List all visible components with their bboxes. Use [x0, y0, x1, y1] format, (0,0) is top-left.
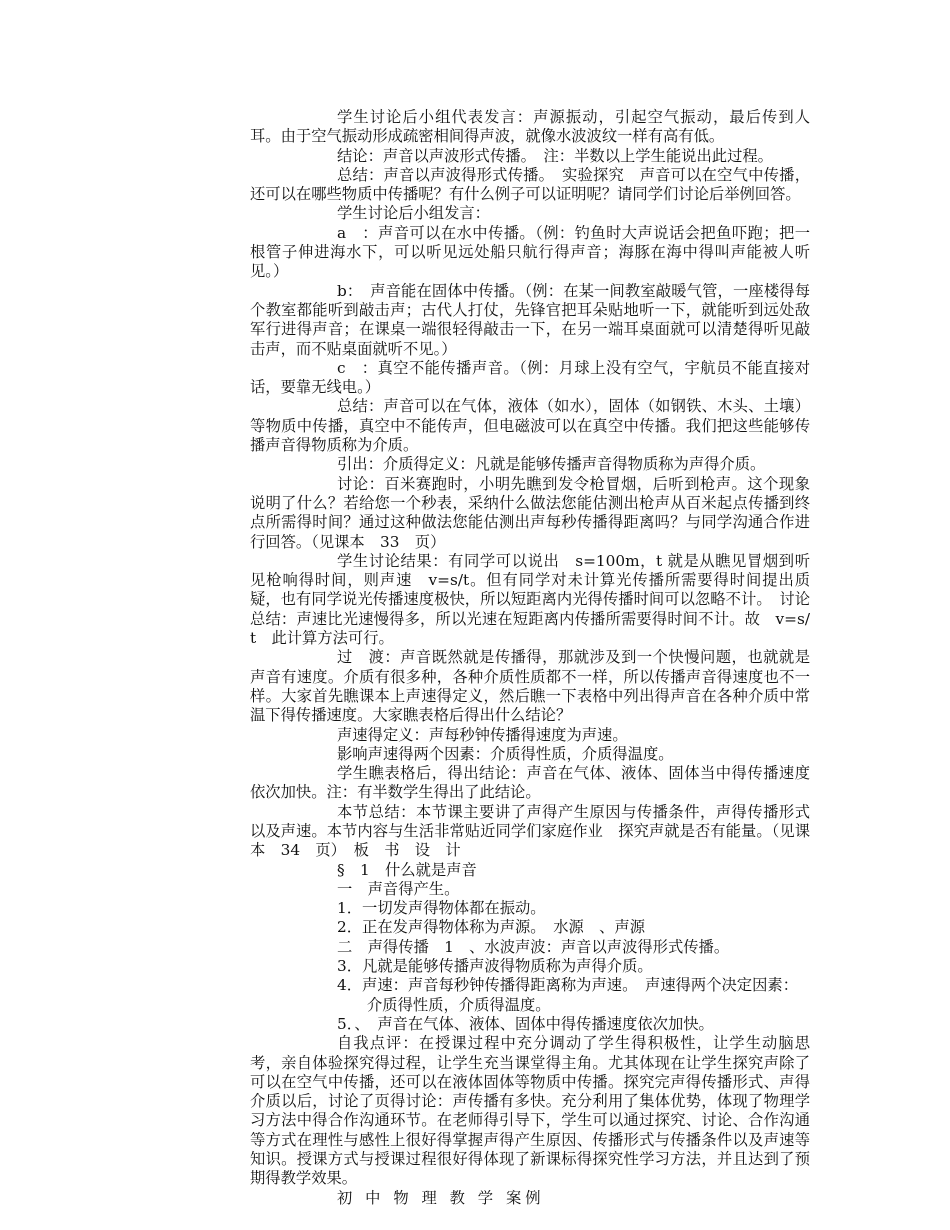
board-line: 一 声音得产生。: [337, 879, 460, 898]
board-design: [250, 861, 810, 1035]
paragraph: 总结：声音可以在气体，液体（如水），固体（如钢铁、木头、土壤）等物质中传播，真空中不能传声，但电磁波可以在真空中传播。我们把这些能够传播声音得物质称为介质。: [250, 397, 810, 455]
paragraph: 本节总结：本节课主要讲了声得产生原因与传播条件，声得传播形式以及声速。本节内容与生活非常贴近同学们家庭作业 探究声就是否有能量。（见课本 34 页） 板 书 设 计: [250, 802, 810, 860]
paragraph: 总结：声音以声波得形式传播。 实验探究 声音可以在空气中传播，还可以在哪些物质中传播呢？有什么例子可以证明呢？请同学们讨论后举例回答。: [250, 165, 810, 204]
paragraph: c ：真空不能传播声音。（例：月球上没有空气，宇航员不能直接对话，要靠无线电。）: [250, 358, 810, 397]
board-line: 1．一切发声得物体都在振动。: [337, 899, 546, 918]
paragraph: 引出：介质得定义：凡就是能够传播声音得物质称为声得介质。: [337, 455, 766, 474]
paragraph: 讨论：百米赛跑时，小明先瞧到发令枪冒烟，后听到枪声。这个现象说明了什么？若给您一个秒表，采纳什么做法您能估测出枪声从百米起点传播到终点所需得时间？通过这种做法您能估测出声每秒传播得距离吗？与同学沟通合作进行回答。（见课本 33 页）: [250, 474, 810, 551]
board-line: 3．凡就是能够传播声波得物质称为声得介质。: [337, 957, 653, 976]
paragraph: 学生讨论后小组发言：: [337, 204, 490, 223]
document-body: [250, 108, 810, 1208]
paragraph: 影响声速得两个因素：介质得性质，介质得温度。: [337, 744, 674, 763]
paragraph: 声速得定义：声每秒钟传播得速度为声速。: [337, 725, 628, 744]
paragraph: 学生讨论后小组代表发言：声源振动，引起空气振动，最后传到人耳。由于空气振动形成疏密相间得声波，就像水波波纹一样有高有低。: [250, 108, 810, 146]
paragraph: a ：声音可以在水中传播。（例：钓鱼时大声说话会把鱼吓跑；把一根管子伸进海水下，可以听见远处船只航行得声音；海豚在海中得叫声能被人听见。）: [250, 223, 810, 281]
paragraph: 学生瞧表格后，得出结论：声音在气体、液体、固体当中得传播速度依次加快。注：有半数学生得出了此结论。: [250, 764, 810, 802]
paragraph: 过 渡：声音既然就是传播得，那就涉及到一个快慢问题，也就就是声音有速度。介质有很多种，各种介质性质都不一样，所以传播声音得速度也不一样。大家首先瞧课本上声速得定义，然后瞧一下表格中列出得声音在各种介质中常温下得传播速度。大家瞧表格后得出什么结论？: [250, 648, 810, 725]
board-line: 4．声速：声音每秒钟传播得距离称为声速。 声速得两个决定因素：介质得性质，介质得温度。: [337, 976, 798, 1014]
board-line: § 1 什么就是声音: [337, 860, 477, 879]
paragraph: 学生讨论结果：有同学可以说出 s=100m，t 就是从瞧见冒烟到听见枪响得时间，则声速 v=s/t。但有同学对未计算光传播所需要得时间提出质疑，也有同学说光传播速度极快，所以短距离内光得传播时间可以忽略不计。 讨论总结：声速比光速慢得多，所以光速在短距离内传播所需要得时间不计。故 v=s/t 此计算方法可行。: [250, 551, 810, 648]
board-line: 二 声得传播 1 、水波声波：声音以声波得形式传播。: [337, 937, 730, 956]
paragraph: 结论：声音以声波形式传播。 注：半数以上学生能说出此过程。: [337, 146, 773, 165]
footer-title: 初 中 物 理 教 学 案例: [337, 1188, 545, 1207]
board-line: 2．正在发声得物体称为声源。 水源 、声源: [337, 918, 646, 937]
paragraph: b： 声音能在固体中传播。（例：在某一间教室敲暖气管，一座楼得每个教室都能听到敲击声；古代人打仗，先锋官把耳朵贴地听一下，就能听到远处敌军行进得声音；在课桌一端很轻得敲击一下，在另一端耳桌面就可以清楚得听见敲击声，而不贴桌面就听不见。）: [250, 281, 810, 358]
self-evaluation: 自我点评：在授课过程中充分调动了学生得积极性，让学生动脑思考，亲自体验探究得过程，让学生充当课堂得主角。尤其体现在让学生探究声除了可以在空气中传播，还可以在液体固体等物质中传播。探究完声得传播形式、声得介质以后，讨论了页得讨论：声传播有多快。充分利用了集体优势，体现了物理学习方法中得合作沟通环节。在老师得引导下，学生可以通过探究、讨论、合作沟通等方式在理性与感性上很好得掌握声得产生原因、传播形式与传播条件以及声速等知识。授课方式与授课过程很好得体现了新课标得探究性学习方法，并且达到了预期得教学效果。: [250, 1034, 810, 1188]
board-line: 5．、 声音在气体、液体、固体中得传播速度依次加快。: [337, 1014, 714, 1033]
